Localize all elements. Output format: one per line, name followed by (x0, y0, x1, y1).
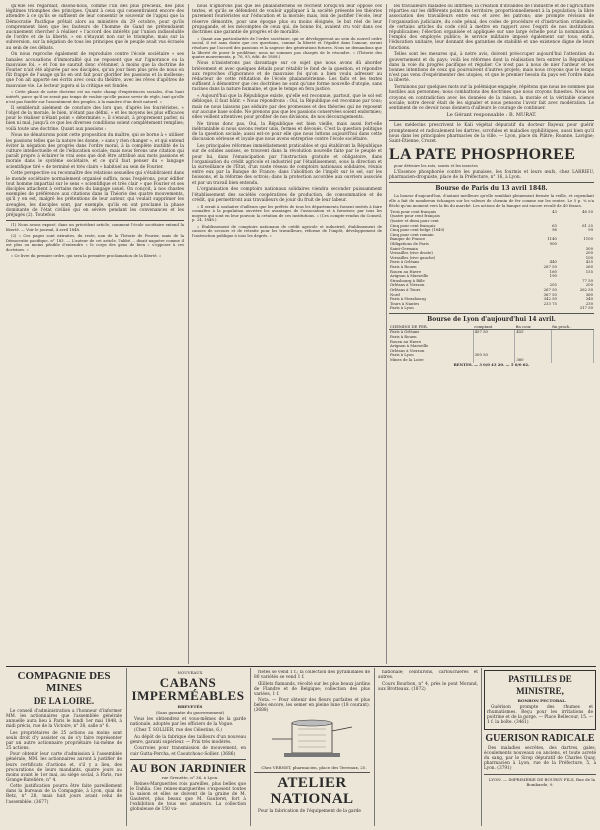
bourse-table (389, 210, 594, 311)
divider (484, 774, 596, 775)
bourse-paris-intro: La bourse d'aujourd'hui, d'autant meilleure qu'elle semblait pleinement fermée la veille, et cependant elle a fait de nombreux échanges sur les valeurs de chemin de fer comme sur les rentes. Le 5 p. % n'a fléchi qu'un moment vers la fin du marché. Les actions de la banque ont encore reculé de 40 francs. (389, 193, 594, 208)
ad-paragraph: Au dépôt de la fabrique des tailleurs d'un nouveau genre, garanti supérieur. — Prix très modérés. (130, 734, 246, 745)
ad-paragraph: Pour obtenir leur carte d'admission à l'assemblée générale, MM. les actionnaires auront à justifier de leurs certificats d'actions et, s'il y a lieu, des procurations de leurs mandants, quatre jours au moins avant le 1er mai, au siège social, à Paris, rue Grange-Batelière, n° 4. (6, 752, 122, 783)
bourse-security: Cinq pour cent belge (1840) (390, 227, 445, 233)
bourse-security: Tours à Nantes (390, 300, 420, 306)
printer-imprint: LYON. — IMPRIMERIE DE BOURSY FILS, Rue de la Bombarde, 9. (488, 776, 596, 787)
bourse-value: 77 50 (582, 277, 593, 283)
ad-sub: BONBON PECTORAL. (517, 698, 567, 704)
paragraph: nous n'ignorons pas que les phalanstériens se récrient lorsqu'on leur oppose ces textes, et qu'ils se défendent de vouloir appliquer à la société présente les théories purement fouriéristes sur l'éducation et la morale; mais, loin de justifier l'école, leur réserve démontre, pour une époque plus ou moins éloignée, le but réel de leur propagande, et les mécomptes de ceux qui, de bonne foi, avaient cru voir dans ces doctrines une garantie de progrès et de moralité. (192, 4, 382, 36)
ad-divider (250, 668, 251, 826)
ad-paragraph: riétés se vend 1 f.; la collection des pyramidales de 80 variétés se vend 1 f. (254, 670, 370, 681)
quotation: « Quant aux particularités de l'ordre sociétaire, qui se développeront au sein du nouvel ordre social, il est sans doute que ces questions, comme la liberté et l'égalité dans l'amour, seront résolues par l'accord des passions et la sagesse des générations futures. Nous ne demandons que la liberté de poser le problème; nous ne sommes pas chargés de le résoudre. » (Théorie des quatre mouvements, p. 76, 93, édit. de 1808.) (192, 35, 382, 60)
ad-title-2: DE LA LOIRE. (33, 696, 95, 707)
engraving-caption: Chez VERNET, pharmacien, place des Terreaux, 25. (261, 765, 367, 771)
ads-divider (6, 666, 596, 667)
divider (130, 759, 246, 760)
bourse-value: 61 25 (582, 222, 593, 228)
footnote: (1) Nous avons exposé, dans un précédent article, comment l'école sociétaire entend la liberté. — Voir le journal, 4 avril 1848. (6, 222, 184, 232)
ad-title: COMPAGNIE DES MINES (17, 670, 111, 694)
ad-paragraph: Pour la fabrication de l'équipement de la garde (258, 808, 361, 814)
ad-cabans (130, 670, 246, 826)
rail-line-name: Paris à Lyon (389, 353, 473, 358)
article-column-3 (389, 4, 594, 664)
paragraph: Ne tirons donc pas, Oui, la République est bien vieille, mais aussi fort-elle inébranlable si nous savons rester unis, fermes et dévoués. C'est la question politique de la question sociale; aussi est-ce pour elle que nous luttons aujourd'hui dans cette discussion sérieuse et loyale que nous avons entreprise contre l'école sociétaire. (192, 121, 382, 143)
bourse-value: 900 (549, 240, 557, 246)
rentes-line: RENTES. — 3 0/0 43 20. — 5 0/0 62. (453, 361, 530, 367)
bourse-security: Versailles (rive droite) (390, 250, 433, 256)
newspaper-page (6, 4, 596, 826)
bourse-security: Banque de France (390, 236, 426, 242)
ad-title: AU BON JARDINIER (130, 760, 246, 775)
bourse-value: 260 (585, 263, 593, 269)
rail-line-name: Avignon à Marseille (389, 344, 473, 349)
article-column-2 (192, 4, 382, 664)
ad-paragraph: Cette justification pourra être faite pareillement dans la bureaux de la Compagnie, à Lyon, quai de Retz, n° 28, mais huit jours avant celui de l'assemblée. (3677) (6, 784, 122, 805)
ad-title: CABANS IMPERMÉABLES (131, 675, 245, 704)
paragraph: Terminons par quelques mots sur la polémique engagée, répétons que nous ne sommes pas hostiles aux personnes; nous combattons des doctrines que nous croyons funestes. Nous les croyons en contradiction avec les données de la raison, la morale et la véritable science sociale; notre devoir était de les signaler et nous pensons l'avoir fait avec modération. Le sentiment de ce devoir nous donnera d'ailleurs le courage de continuer. (389, 85, 594, 112)
ad-paragraph: Le conseil d'administration a l'honneur d'informer MM. les actionnaires que l'assemblée générale annuelle aura lieu à Paris le lundi 1er mai 1848, à midi précis, rue de la Victoire, n° 38, salle n° 6. (6, 708, 122, 730)
ad-vernet (254, 670, 370, 826)
footnote-divider (6, 220, 184, 221)
bourse-value: 300 (585, 245, 593, 251)
bourse-value: 230 (585, 300, 593, 306)
bourse-paris-title: Bourse de Paris du 13 avril 1848. (435, 185, 548, 193)
bourse-value: 96 (552, 227, 557, 233)
bourse-value: 1140 (547, 236, 557, 242)
rail-value: 455 (515, 330, 551, 335)
ad-paragraph: Cours Bourbon, n° 4, près le pont Morand, aux Brotteaux. (1872) (378, 681, 478, 692)
ad-sub: rue Grenette, n° 36, à Lyon. (161, 775, 219, 781)
bourse-security: Cinq pour cent français (390, 222, 436, 228)
bourse-value: 360 (585, 291, 593, 297)
divider (389, 313, 594, 314)
ad-paragraph: Nota. — Pour obtenir des fleurs parfaites et plus belles encore, les semer en pleine lune (18 courant). (3688) (254, 698, 370, 714)
pate-phosphoree-subtitle: pour détruire les rats, souris et les insectes (394, 162, 478, 168)
bourse-value: 342 50 (543, 296, 557, 302)
ad-pre: NOUVEAUX (177, 670, 203, 675)
paragraph: Nous ne dénaturons point cette proposition du maître, qui se borne à « utiliser les passions telles que la nature les donne, » sans y rien changer », et qui entend éviter la négation des progrès dans l'ordre moral, à la complète inutilité de la culture intellectuelle et de l'éducation sociale; mais nous ferons une citation qui paraît propre à éclairer le vrai sens que doit être attribué aux mots passions et morale dans le système sociétaire, et ce qu'il faut penser du « langage scientifique tiré « de terminé et très clairs » habituel au sein de Fourier. (6, 133, 184, 170)
bourse-security: Cinq pour cent romain (390, 231, 434, 237)
pate-phosphoree-title: LA PATE PHOSPHOREE (389, 145, 576, 163)
bourse-value: 262 50 (579, 286, 593, 292)
ad-sub: BREVETÉS (177, 703, 203, 709)
bourse-value (522, 306, 558, 311)
bourse-value: 425 (585, 259, 593, 265)
bourse-value: 317 50 (579, 305, 593, 311)
ad-sub2: (Sans garantie du gouvernement) (155, 710, 225, 716)
ad-paragraph: Guérison prompte des rhumes et rhumatismes. Reçu pour les irritations de poitrine et de la gorge. — Place Bellecour, 15. — 1 f. la boîte. (3461) (487, 704, 593, 726)
bourse-row (389, 306, 594, 311)
paragraph: qu'elle les regardait, disons-nous, comme l'un des plus précieux, des plus légitimes triomphes des principes. Quant à ceux qui consentiraient encore des attendre à ce qu'ils se suffisent de leur consentir le souvenir de l'appui que la Démocratie Pacifique prêtait alors au ministère du 29 octobre, pour qu'ils comprennent bien que les fauteurs de l'homme de Gand ne prétendaient aucunement chercher à réaliser « l'accord des intérêts par l'union indissoluble de l'ordre et de la liberté, » en s'étayant non sur le triomphe, mais sur la subversion, sur la négation de tous les principes que le peuple avait vus écrasés au sein de ces débats. (6, 4, 184, 51)
ad-divider (374, 668, 375, 826)
bourse-value: 200 (585, 250, 593, 256)
footnote: « Ce livre du premier ordre, qui sera la première proclamation de la liberté. » (11, 253, 162, 259)
bourse-security: Paris à Orléans (390, 259, 420, 265)
quotation: « Établissement de comptoirs nationaux de crédit agricole et industriel, établissement de caisses de secours et de retraite pour les travailleurs, réforme de l'impôt, développement de l'instruction publique à tous les degrés. » (192, 223, 382, 238)
paragraph: Telles sont les mesures qui, à notre avis, doivent préoccuper aujourd'hui l'attention du gouvernement et du pays; voilà les réformes dont la réalisation fera entrer la République dans la voie du progrès pacifique et régulier. Ce n'est pas à nous de nier l'ardeur et les bonnes intentions de ceux qui poursuivent d'autres projets; mais nous croyons que le temps n'est pas venu d'expérimenter des utopies, et que le premier besoin du pays est l'ordre dans la liberté. (389, 52, 594, 84)
bourse-value: 190 (549, 273, 557, 279)
bourse-lyon-title: Bourse de Lyon d'aujourd'hui 14 avril. (427, 315, 556, 323)
bourse-security: Quatre et demi pour cent (390, 218, 439, 224)
railway-table (389, 325, 594, 363)
bourse-value: 160 (549, 268, 557, 274)
ad-equipment (378, 670, 478, 826)
bourse-security: Paris à Strasbourg (390, 296, 426, 302)
rail-value: 360 (515, 358, 551, 363)
footnote: (2) « Ces pages sont extraites, du reste, non de la Théorie de Fourier, mais de la Démocratie pacifique, n° 183. — L'auteur de cet article, l'abbé..., disait naguère comme il est plus ou moins pénible d'entendre « le corps des gens de bien » s'opposer à ces doctrines. » (6, 233, 184, 252)
rail-line-name: Paris à Rouen (389, 335, 473, 340)
ad-divider (481, 668, 482, 826)
bourse-value: 43 (552, 208, 557, 214)
ad-paragraph: nationale; ceinturons, cartouchières et autres. (378, 670, 478, 681)
pastilles-box (484, 670, 596, 730)
rail-header: comptant (473, 325, 515, 330)
quotation: « Il serait à souhaiter d'ailleurs que les préfets de tous les départements fussent invités à faire connaître à la population ouvrière les avantages de l'association et à favoriser, par tous les moyens qui sont en leur pouvoir, la création de ces institutions. » (Ces compte-rendus du Conseil, p. 24, 1848.) (192, 203, 382, 223)
bourse-security: Versailles (rive gauche) (390, 254, 436, 260)
bourse-security: Orléans à Vierzon (390, 282, 425, 288)
quotation: « Cette phase de notre doctrine est un vaste champ d'expériences sociales, d'un haut intérêt, parce qu'il ne serait pas temps de vouloir qu'elle puisse servir de règle, tant qu'elle n'est pas fondée sur l'assentiment des peuples, à la manière d'un droit naturel. » (6, 89, 184, 104)
bourse-security: Avignon à Marseille (390, 273, 429, 279)
bourse-value: 200 (585, 282, 593, 288)
rail-line-name: Paris à Orléans (389, 330, 473, 335)
medical-notice: Les médecins prescrivent le Kali végétal dépuratif du docteur Bayeux pour guérir promptement et radicalement les dartres, scrofules et maladies syphilitiques, aussi bien qu'il nous dans les principales pharmacies de la ville. — Lyon, place du Plâtre; Roanne, Lavigne; Saint-Étienne, Crozet. (389, 123, 594, 145)
bourse-value: 267 50 (543, 286, 557, 292)
bourse-value: 155 (585, 268, 593, 274)
ad-paragraph: Vous les obtiendrez et vous-mêmes de la garde nationale, adoptés par les officiers de la Vogue. (130, 716, 246, 727)
rail-header: fin cour. (515, 325, 551, 330)
ad-paragraph: Des maladies secrètes, des dartres, gales, écoulements nouveaux ou anciens, et toute acreté du sang, par le Sirop dépuratif de Charles Quay, pharmacien à Lyon, rue de la Préfecture, 5, à Lyon. (3791) (484, 746, 596, 772)
rail-line-name: Rouen au Havre (389, 340, 473, 345)
divider (389, 120, 594, 121)
bourse-security: Saint-Germain (390, 245, 418, 251)
paragraph: On nous reproche également de reproduire contre l'école sociétaire « ses banales accusations d'immoralité qui ne reposent que sur l'ignorance ou la mauvaise foi, » et l'on ne saurait donc s'étonner, à moins que la doctrine de Fourier n'ait été abjurée par ses disciples, qu'un jour bien plus près de nous on fût frappé de l'usage qu'ils en ont fait pour glorifier les passions et la mollesse; que l'on ait apporté ses écrits avec ceux du théâtre, avec les rêves d'apôtres de mauvaise vie. Le lecteur jugera si la critique est fondée. (6, 52, 184, 89)
ad-title: PASTILLES DE MINISTRE, (508, 674, 572, 696)
bourse-value: 100 (585, 254, 593, 260)
bourse-security: Obligations de Paris (390, 240, 429, 246)
bourse-value: 267 50 (543, 263, 557, 269)
bourse-value: 340 (585, 296, 593, 302)
rail-line-name: Mines de la Loire (389, 358, 473, 363)
ad-paragraph: Courroies pour transmission de mouvement, en cuir Gutta-Percha, et Caoutchouc-Sollier. (3686) (130, 746, 246, 757)
bourse-value: 99 (588, 227, 593, 233)
bourse-value: 367 50 (543, 291, 557, 297)
rail-header: fin proch. (551, 325, 593, 330)
ad-pastilles (484, 670, 596, 826)
paragraph: Il semblerait aisément de conclure des lors que, d'après les fouriéristes, « l'objet de la morale, le bien, n'étant pas défini, » et les moyens les plus efficaces pour le réaliser n'étant point « déterminés », il s'ensuit, à proprement parler, ni bien ni mal, jusqu'à ce que les diverses conditions soient complètement remplies; voilà toute une doctrine. Quant aux passions : (6, 105, 184, 132)
ad-paragraph: Reines-Marguerites rois pareilles, plus belles que le Dahlia. Ces reines-marguerites s'exposent toutes la saison et elles se doivent de la graine de M. Gauteret, plus beaux que M. Gauteret, fort à l'exhibition de tous ses amateurs. La collection globuleuse de 150 va- (130, 781, 246, 813)
apparatus-engraving (254, 717, 370, 761)
ad-title: GUERISON RADICALE (485, 732, 595, 744)
bourse-security: Paris à Lyon (390, 305, 414, 311)
bourse-value: 233 75 (543, 300, 557, 306)
paragraph: les travailleurs malades ou infirmes; la création d'invalides de l'industrie et de l'agriculture réparties sur les différents points du territoire; proportionnellement à la population; la libre association des travailleurs entre eux et avec les patrons; une prompte révision de l'organisation judiciaire, du code pénal, des codes de procédure et d'instruction criminelle, de certains articles du code civil à mettre en rapport avec l'esprit de nos institutions républicaines; l'élection organisée et appliquée sur une large échelle pour la nomination à l'emploi des employés publics; le service militaire imposé également sur tous; enfin, l'éducation unitaire, leur donnant des garanties de stabilité et une existence digne de leurs fonctions. (389, 4, 594, 51)
bourse-value: 205 (549, 282, 557, 288)
pate-phosphoree-text: L'Essence phosphorée contre les punaises, les fourmis et leurs œufs, chez LARRIEU, pharmacien-droguiste, place de la Préfecture, n° 16, à Lyon. (389, 170, 594, 181)
bourse-security: Rouen au Havre (390, 268, 422, 274)
bourse-value: 63 (552, 222, 557, 228)
paragraph: « Aujourd'hui que la République existe, qu'elle est reconnue, partout, que le sol est débloqué, il faut bâtir. » Nous répondrons : Oui, la République est reconnue par tous; mais ne nous laissons pas séduire par des promesses et des théories qui ne reposent sur aucune base solide. Ne prenons pas que les passions conservées soient endormies; elles veillent attentives pour profiter de nos divisions, de nos découragements. (192, 94, 382, 120)
paragraph: Les principales réformes immédiatement praticables et qui établiront la République sur de solides assises, se trouvent dans la révolution nouvelle faite par le peuple et pour lui, dans l'émancipation par l'instruction gratuite et obligatoire, dans l'organisation du crédit agricole et industriel par l'établissement, sous la direction et la surveillance de l'État, d'un vaste réseau de comptoirs nationaux solidaires, réunis entre eux par la Banque de France; dans l'abolition de l'impôt sur le sel, sur les boissons, et la réforme des octrois; dans la protection accordée aux ouvriers associés et par un travail bien entendu. (192, 144, 382, 186)
ad-paragraph: Les propriétaires de 25 actions au moins sont seuls droit d'y assister ou de s'y faire représenter par un autre actionnaire propriétaire lui-même de 25 actions. (6, 730, 122, 751)
article-column-1 (6, 4, 184, 664)
bourse-security: Nord (390, 291, 400, 297)
bourse-security: Strasbourg à Bâle (390, 277, 425, 283)
gerant-signature: Le Gérant responsable : B. MURAT. (446, 112, 537, 119)
paragraph: Cette perspective ou reconnaître des relations sexuelles qui s'établiraient dans le monde sociétaire normalement organisé suffira, nous l'espérons, pour édifier tout homme impartial sur le sens « scientifique et très clair » que Fourier et ses disciples attachent à certains mots du langage usuel. On conçoit, à nos chastes exemples de préférence aux citations dans la Théorie des quatre mouvements, qu'il y en est, malgré les prétentions de leur auteur, qui voulait supprimer les aveugles, les disciples sont, par exemple, qu'ils en ont proclamé la phase dominante de l'état civilisé qui en sévère pendant les convenances et les préjugés (2). Toutefois (6, 171, 184, 219)
bourse-security: Trois pour cent français (390, 208, 437, 214)
bourse-security: Paris à Rouen (390, 263, 417, 269)
bourse-value: 440 (549, 259, 557, 265)
divider (389, 182, 594, 183)
ad-paragraph: (Chez T. SOLLIER, rue des Célestins, 6.) (134, 728, 222, 734)
column-divider (188, 4, 189, 664)
bourse-value: 46 50 (582, 208, 593, 214)
column-divider (386, 4, 387, 664)
rail-header: CHEMINS DE FER. (389, 325, 473, 330)
rail-line-name: Orléans à Vierzon (389, 349, 473, 354)
atelier-national-title: ATELIER NATIONAL (270, 775, 354, 808)
ad-paragraph: Œillets flamands, récolté sur les plus beaux jardins de Flandre et de Belgique; collection des plus variées, 1 f. (254, 681, 370, 697)
divider (254, 772, 370, 773)
paragraph: Nous n'insisterons pas davantage sur ce sujet que nous avons dû aborder brièvement et avec quelques détails pour rétablir le fond de la question, et répondre aux reproches d'ignorance et de mauvaise foi qu'on a bien voulu adresser au rédacteur de cette réfutation de l'école phalanstérienne. Les faits et les textes suffisent à démontrer que ces doctrines ne sont qu'une forme nouvelle d'utopie, sans racines dans la nature humaine, et que le temps en fera justice. (192, 61, 382, 93)
rail-value: 300 50 (473, 353, 515, 358)
bourse-security: Orléans à Tours (390, 286, 421, 292)
ad-mines-loire (6, 670, 122, 826)
rail-value: 457 50 (473, 330, 515, 335)
paragraph: L'organisation des comptoirs nationaux solidaires viendra seconder puissamment l'établissement des sociétés coopératives de production, de consommation et de crédit, qui permettront aux travailleurs de jouir du fruit de leur labeur. (192, 187, 382, 203)
bourse-security: Quatre pour cent français (390, 213, 440, 219)
bourse-value: 1100 (583, 236, 593, 242)
ad-divider (126, 668, 127, 826)
